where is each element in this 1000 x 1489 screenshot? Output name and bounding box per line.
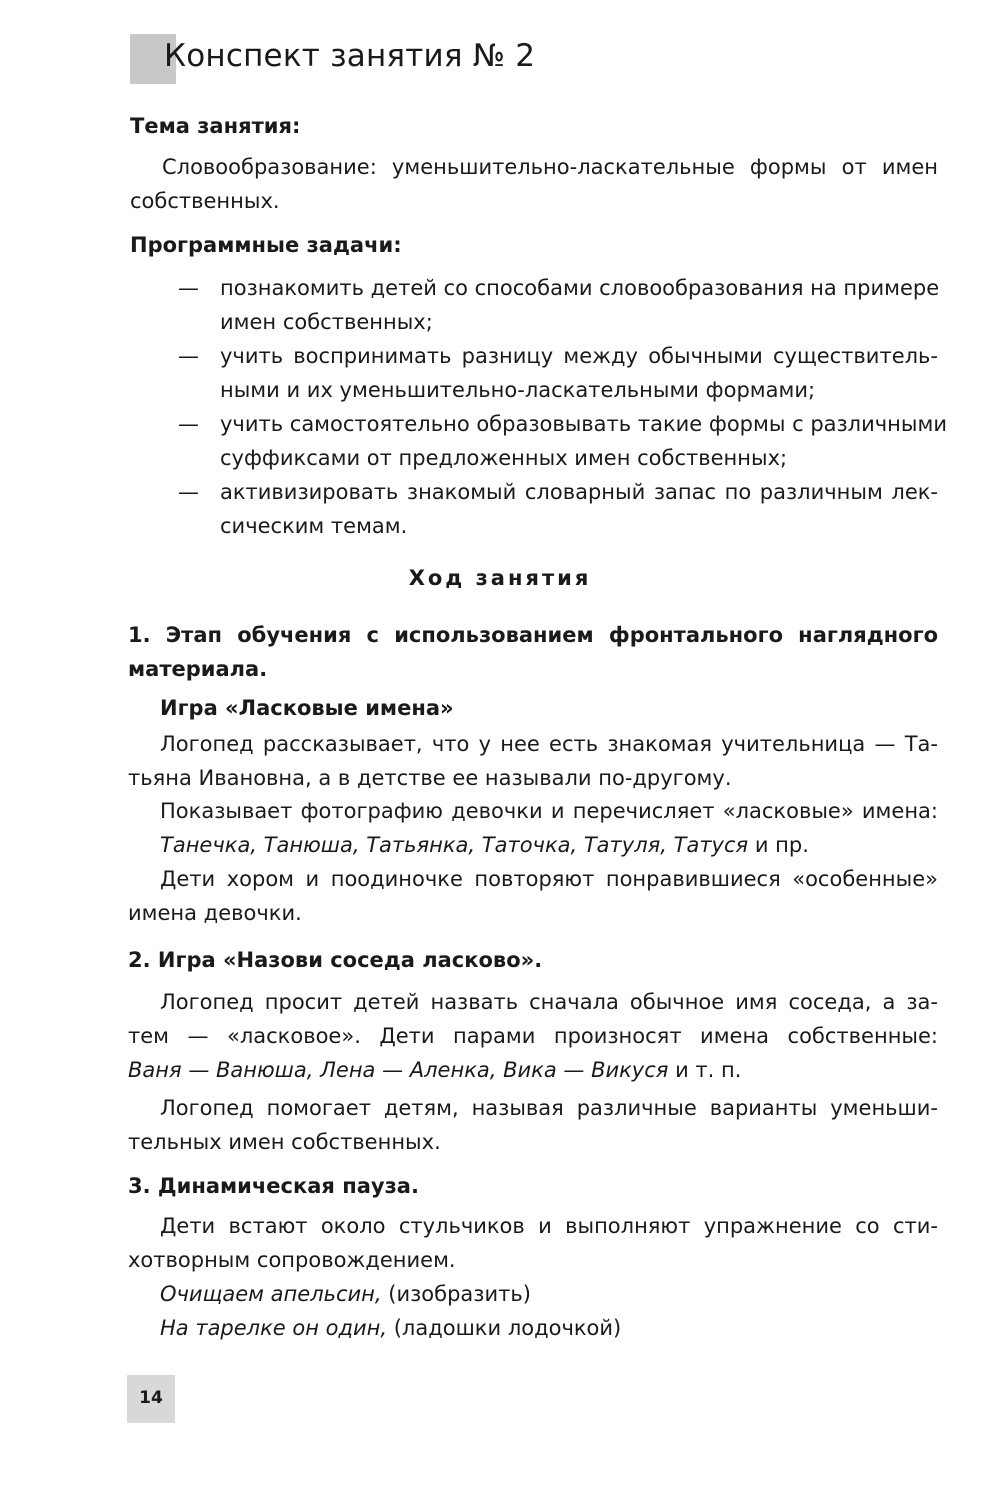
pair-names: Ваня — Ванюша, Лена — Аленка, Вика — Викуся xyxy=(128,1058,669,1082)
task-item-line2: сическим темам. xyxy=(220,514,408,538)
page-title: Конспект занятия № 2 xyxy=(164,38,536,74)
verse-text: На тарелке он один, xyxy=(160,1316,388,1340)
stage2-p2-line1: Логопед помогает детям, называя различные варианты уменьши- xyxy=(160,1096,938,1120)
task-dash: — xyxy=(178,412,199,436)
topic-label: Тема занятия: xyxy=(130,114,301,138)
verse-line xyxy=(160,1277,531,1311)
game-title: Игра «Ласковые имена» xyxy=(160,696,454,720)
page-number: 14 xyxy=(139,1388,163,1408)
task-item-line1: познакомить детей со способами словообразования на примере xyxy=(220,276,940,300)
stage1-p3-line2: имена девочки. xyxy=(128,901,302,925)
stage1-heading-line1: 1. Этап обучения с использованием фронтального наглядного xyxy=(128,623,938,647)
stage1-p1-line2: тьяна Ивановна, а в детстве ее называли по-другому. xyxy=(128,766,732,790)
stage1-p2-line2 xyxy=(160,828,809,862)
task-dash: — xyxy=(178,276,199,300)
stage1-p1-line1: Логопед рассказывает, что у нее есть знакомая учительница — Та- xyxy=(160,732,938,756)
stage3-heading: 3. Динамическая пауза. xyxy=(128,1174,419,1198)
section-title: Ход занятия xyxy=(408,566,592,590)
topic-text-line1: Словообразование: уменьшительно-ласкательные формы от имен xyxy=(162,155,938,179)
verse-note: (изобразить) xyxy=(381,1282,531,1306)
stage1-heading-line2: материала. xyxy=(128,657,268,681)
stage2-heading: 2. Игра «Назови соседа ласково». xyxy=(128,948,543,972)
stage2-p1-line2: тем — «ласковое». Дети парами произносят имена собственные: xyxy=(128,1024,938,1048)
verse-line xyxy=(160,1311,621,1345)
task-item-line2: ными и их уменьшительно-ласкательными формами; xyxy=(220,378,816,402)
task-item-line1: активизировать знакомый словарный запас по различным лек- xyxy=(220,480,938,504)
stage1-p2-line1: Показывает фотографию девочки и перечисляет «ласковые» имена: xyxy=(160,799,938,823)
task-dash: — xyxy=(178,480,199,504)
tasks-label: Программные задачи: xyxy=(130,233,402,257)
names-list: Танечка, Танюша, Татьянка, Таточка, Татуля, Татуся xyxy=(160,833,749,857)
stage2-p1-line3 xyxy=(128,1053,741,1087)
topic-text-line2: собственных. xyxy=(130,189,280,213)
task-item-line2: суффиксами от предложенных имен собственных; xyxy=(220,446,788,470)
stage2-p2-line2: тельных имен собственных. xyxy=(128,1130,441,1154)
task-item-line1: учить воспринимать разницу между обычными существитель- xyxy=(220,344,938,368)
stage2-p1-line1: Логопед просит детей назвать сначала обычное имя соседа, а за- xyxy=(160,990,938,1014)
task-item-line2: имен собственных; xyxy=(220,310,433,334)
stage3-p1-line2: хотворным сопровождением. xyxy=(128,1248,456,1272)
pair-names-tail: и т. п. xyxy=(668,1058,742,1082)
verse-note: (ладошки лодочкой) xyxy=(387,1316,622,1340)
task-item-line1: учить самостоятельно образовывать такие формы с различными xyxy=(220,412,947,436)
stage1-p3-line1: Дети хором и поодиночке повторяют понравившиеся «особенные» xyxy=(160,867,938,891)
stage3-p1-line1: Дети встают около стульчиков и выполняют упражнение со сти- xyxy=(160,1214,938,1238)
names-list-tail: и пр. xyxy=(748,833,809,857)
task-dash: — xyxy=(178,344,199,368)
verse-text: Очищаем апельсин, xyxy=(160,1282,382,1306)
